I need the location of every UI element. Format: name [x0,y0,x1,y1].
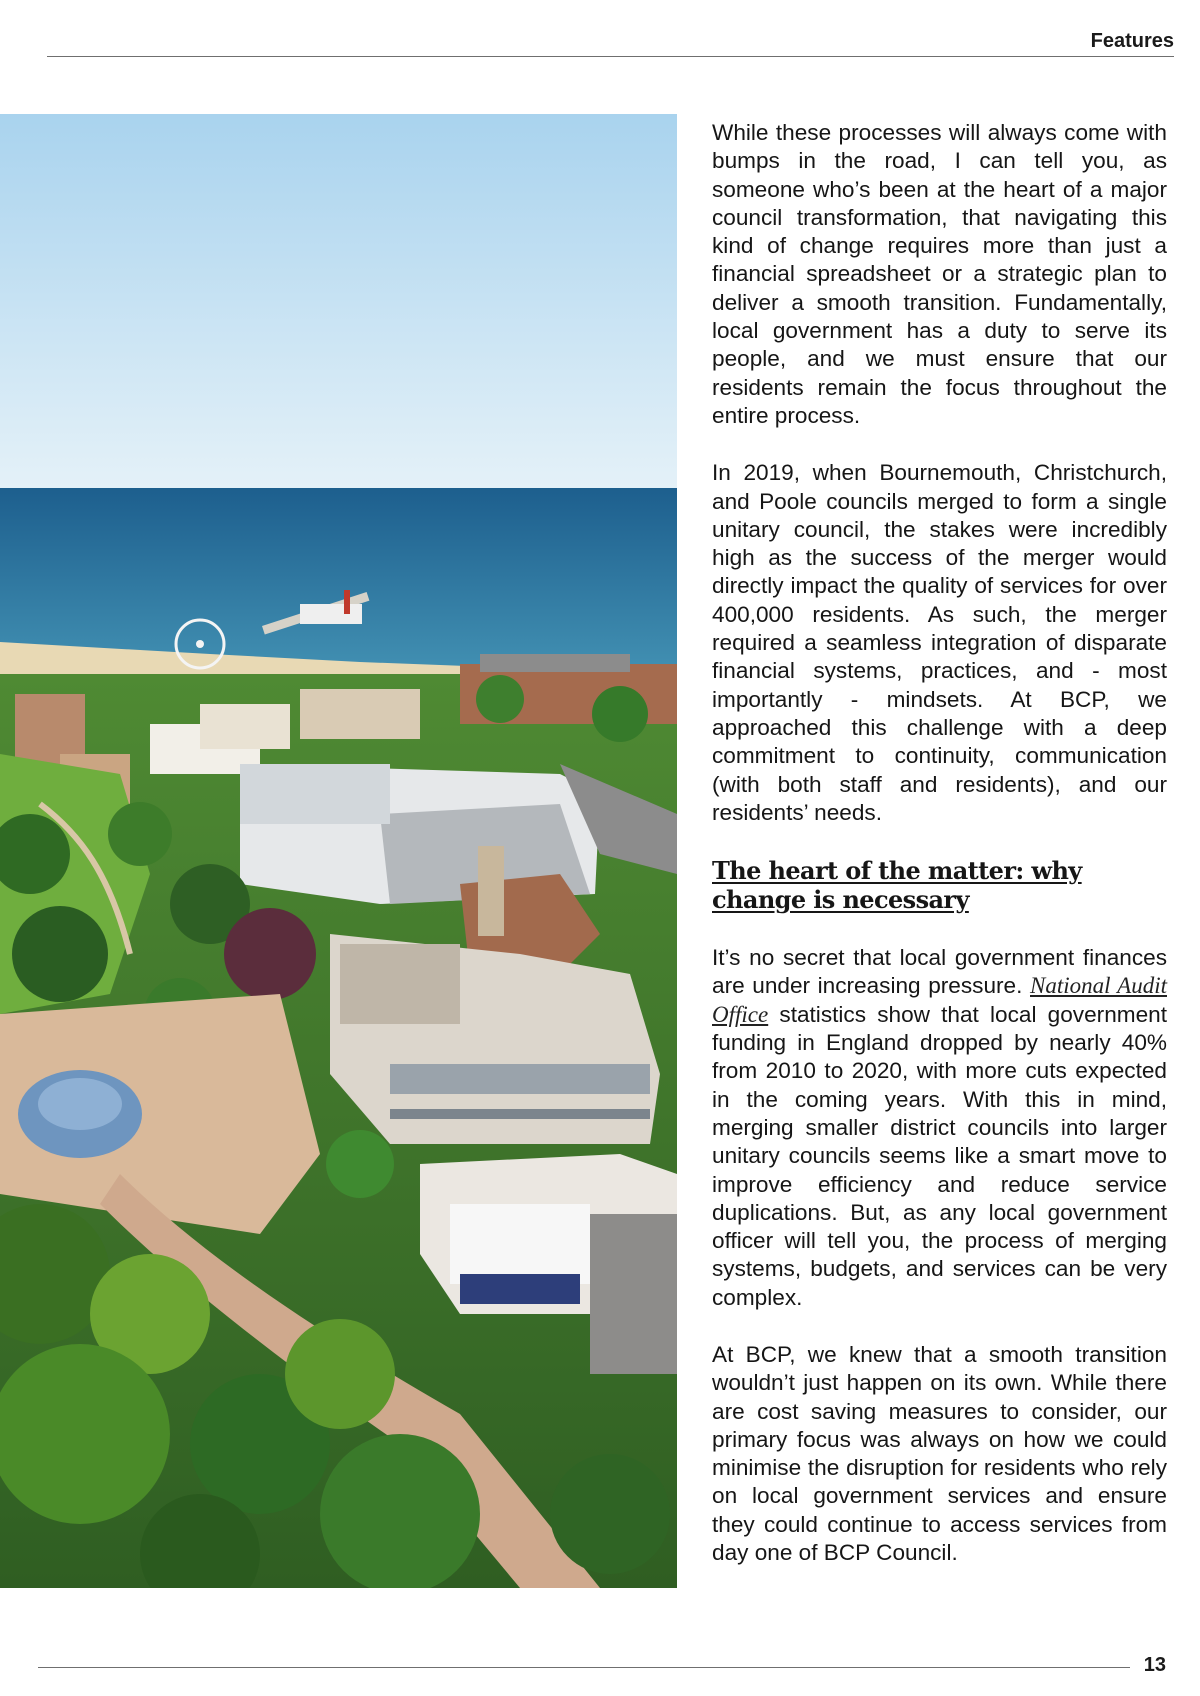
subheading: The heart of the matter: why change is necessary [712,856,1082,915]
section-label: Features [1090,30,1174,52]
article-body [712,119,1167,1596]
national-audit-office-link[interactable]: National Audit Office [712,973,1167,1027]
paragraph-4: At BCP, we knew that a smooth transition wouldn’t just happen on its own. While there are cost saving measures to consider, our primary focus was always on how we could minimise the disruption for residents who rely on local government services and ensure they could continue to access services from day one of BCP Council. [712,1341,1167,1566]
paragraph-3-start: It’s no secret that local government finances are under increasing pressure. [712,945,1167,999]
header-rule [47,56,1174,57]
paragraph-3-end: statistics show that local government funding in England dropped by nearly 40% from 2010 to 2020, with more cuts expected in the coming years. With this in mind, merging smaller district councils into larger unitary councils seems like a smart move to improve efficiency and reduce service duplications. But, as any local government officer will tell you, the process of merging systems, budgets, and services can be very complex. [712,1001,1167,1310]
page-number: 13 [1143,1654,1166,1676]
paragraph-3 [712,944,1167,1312]
paragraph-2: In 2019, when Bournemouth, Christchurch, and Poole councils merged to form a single unitary council, the stakes were incredibly high as the success of the merger would directly impact the quality of services for over 400,000 residents. As such, the merger required a seamless integration of disparate financial systems, practices, and - most importantly - mindsets. At BCP, we approached this challenge with a deep commitment to continuity, communication (with both staff and residents), and our residents’ needs. [712,460,1167,825]
sky [0,114,677,488]
paragraph-1: While these processes will always come with bumps in the road, I can tell you, as someone who’s been at the heart of a major council transformation, that navigating this kind of change requires more than just a financial spreadsheet or a strategic plan to deliver a smooth transition. Fundamentally, local government has a duty to serve its people, and we must ensure that our residents remain the focus throughout the entire process. [712,120,1167,428]
aerial-photo [0,114,677,1588]
footer-rule [38,1667,1130,1668]
